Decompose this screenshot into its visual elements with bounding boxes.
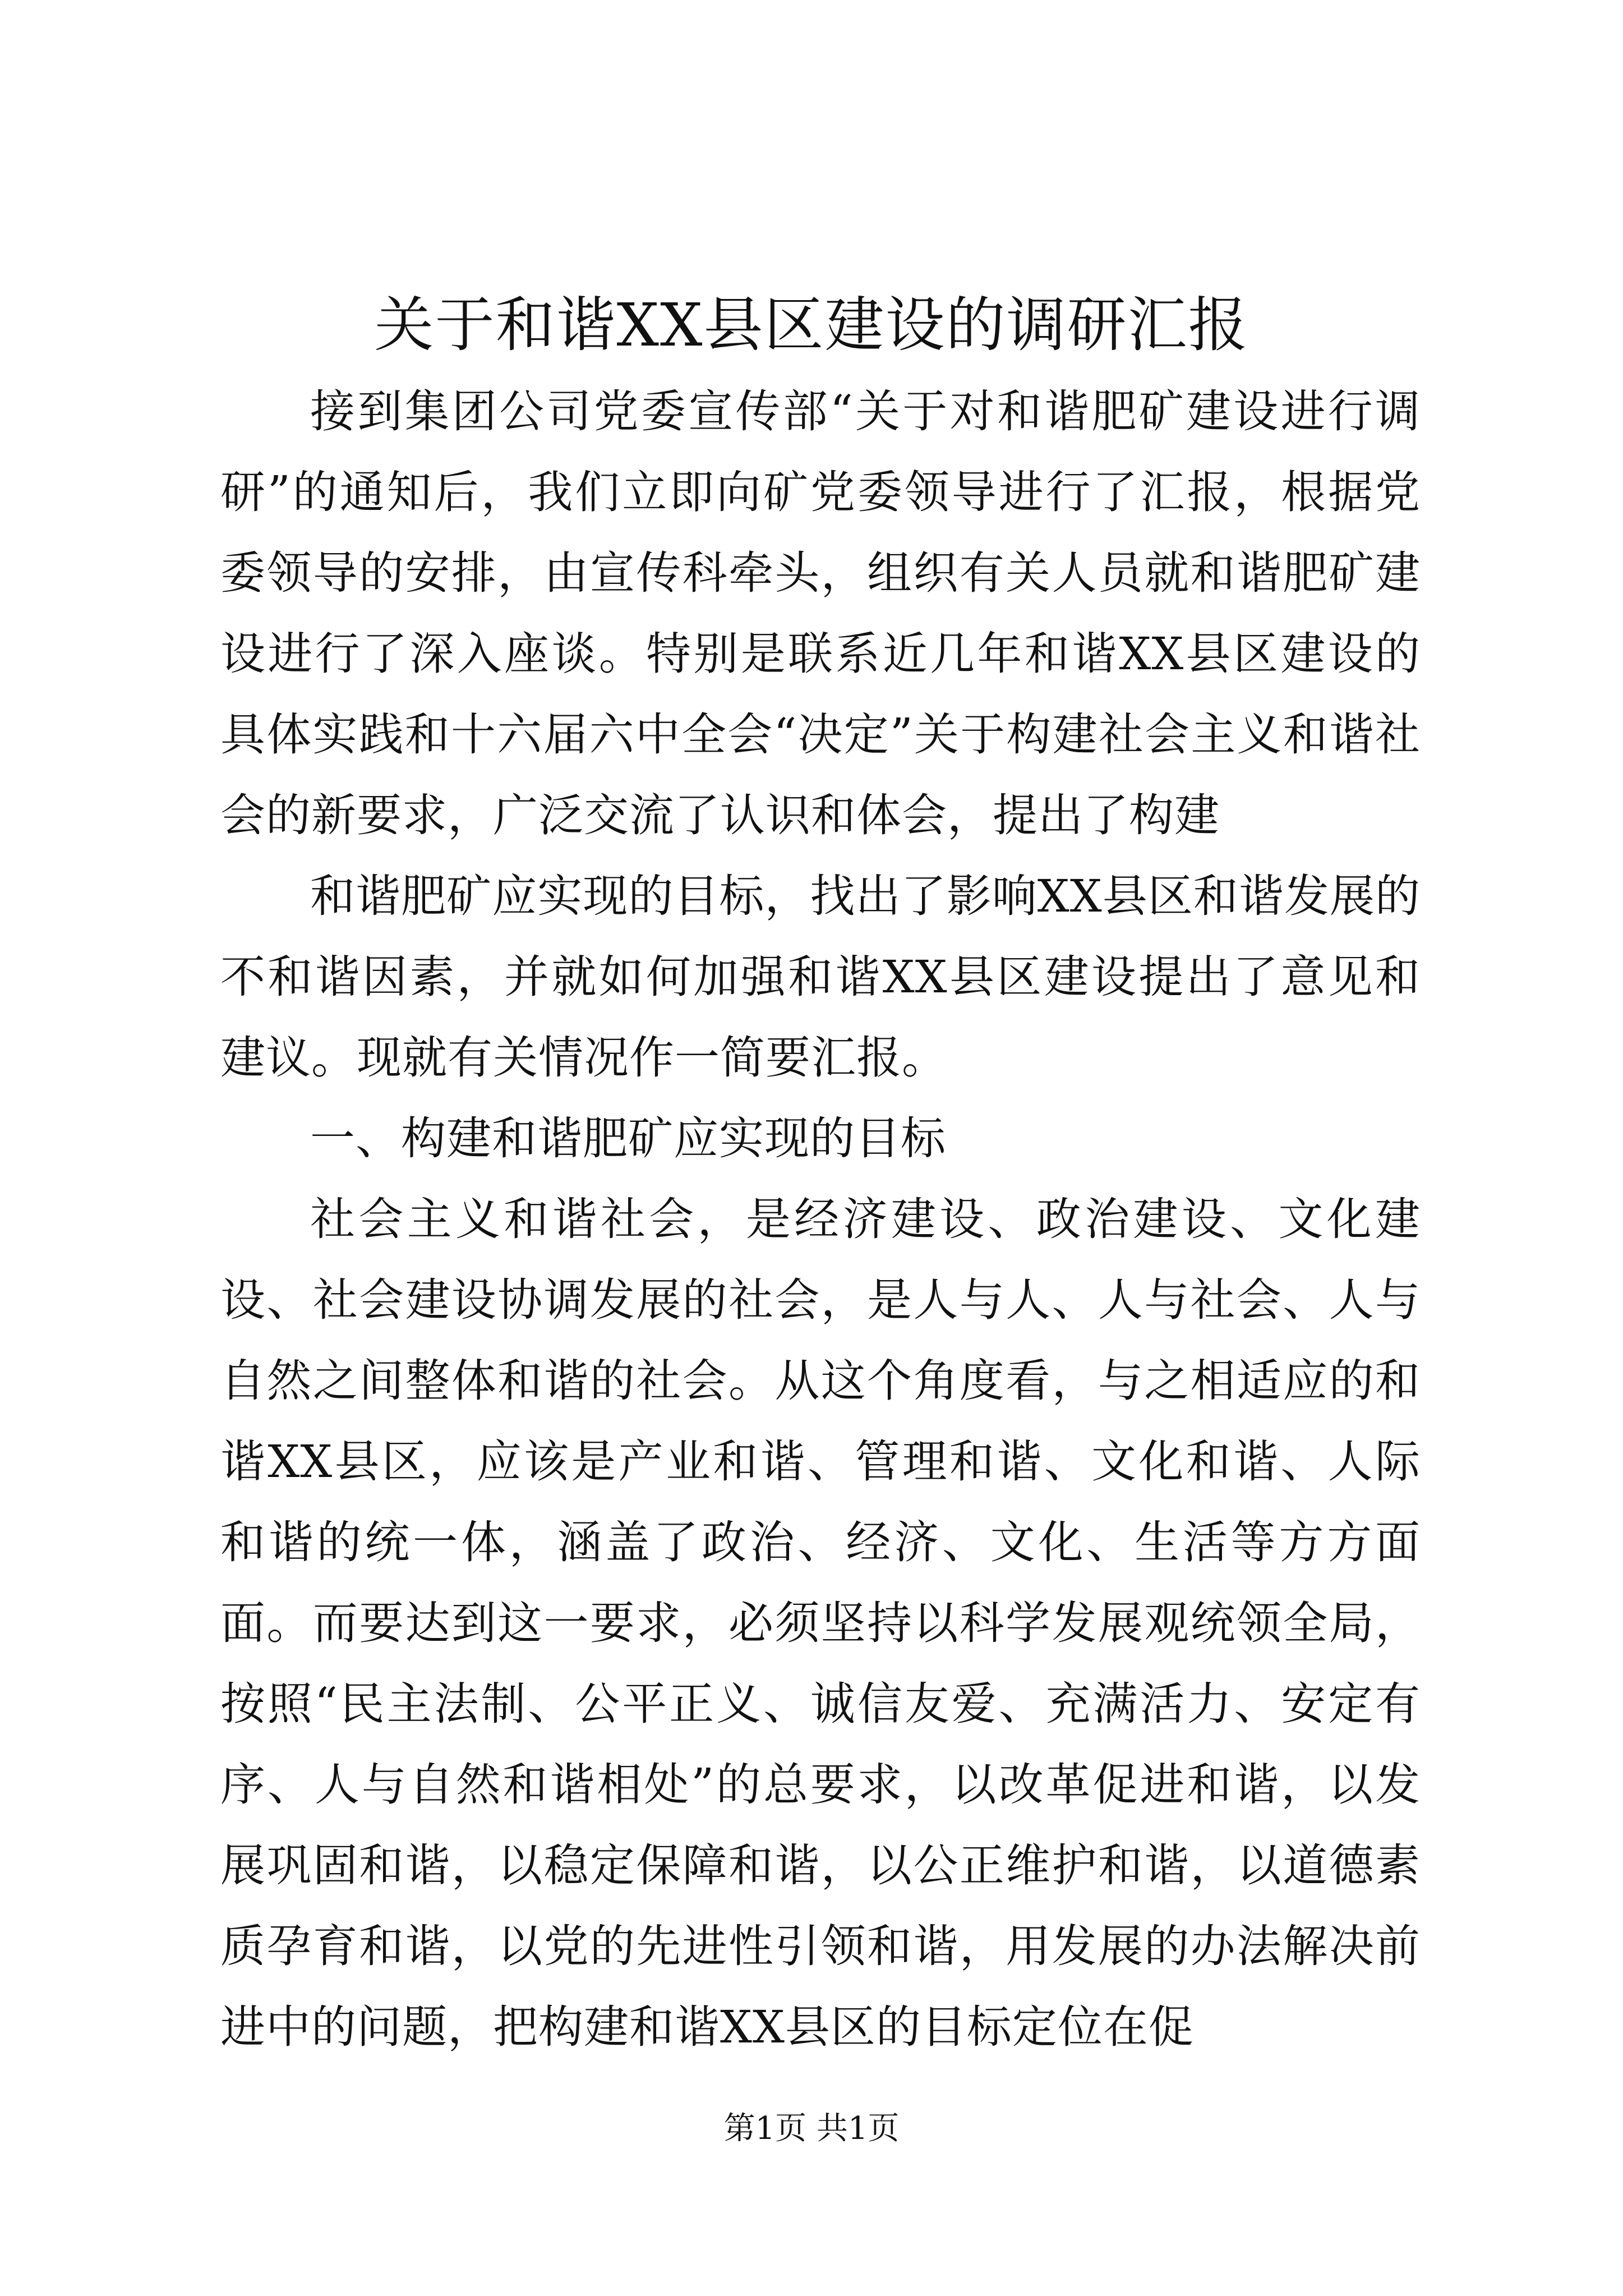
section-heading: 一、构建和谐肥矿应实现的目标 bbox=[310, 1112, 946, 1165]
document-title: 关于和谐XX县区建设的调研汇报 bbox=[374, 291, 1249, 360]
page-number-label: 第1页 共1页 bbox=[723, 2110, 900, 2147]
body-paragraph: 社会主义和谐社会，是经济建设、政治建设、文化建设、社会建设协调发展的社会，是人与人、人与社会、人与自然之间整体和谐的社会。从这个角度看，与之相适应的和谐XX县区，应该是产业和谐、管理和谐、文化和谐、人际和谐的统一体，涵盖了政治、经济、文化、生活等方方面面。而要达到这一要求，必须坚持以科学发展观统领全局，按照“民主法制、公平正义、诚信友爱、充满活力、安定有序、人与自然和谐相处”的总要求，以改革促进和谐，以发展巩固和谐，以稳定保障和谐，以公正维护和谐，以道德素质孕育和谐，以党的先进性引领和谐，用发展的办法解决前进中的问题，把构建和谐XX县区的目标定位在促 bbox=[220, 1193, 1421, 2053]
body-paragraph: 和谐肥矿应实现的目标，找出了影响XX县区和谐发展的不和谐因素，并就如何加强和谐XX县区建设提出了意见和建议。现就有关情况作一简要汇报。 bbox=[220, 870, 1421, 1084]
body-paragraph: 接到集团公司党委宣传部“关于对和谐肥矿建设进行调研”的通知后，我们立即向矿党委领导进行了汇报，根据党委领导的安排，由宣传科牵头，组织有关人员就和谐肥矿建设进行了深入座谈。特别是联系近几年和谐XX县区建设的具体实践和十六届六中全会“决定”关于构建社会主义和谐社会的新要求，广泛交流了认识和体会，提出了构建 bbox=[220, 385, 1421, 841]
document-body bbox=[220, 371, 1421, 2068]
page-footer bbox=[0, 2106, 1623, 2151]
